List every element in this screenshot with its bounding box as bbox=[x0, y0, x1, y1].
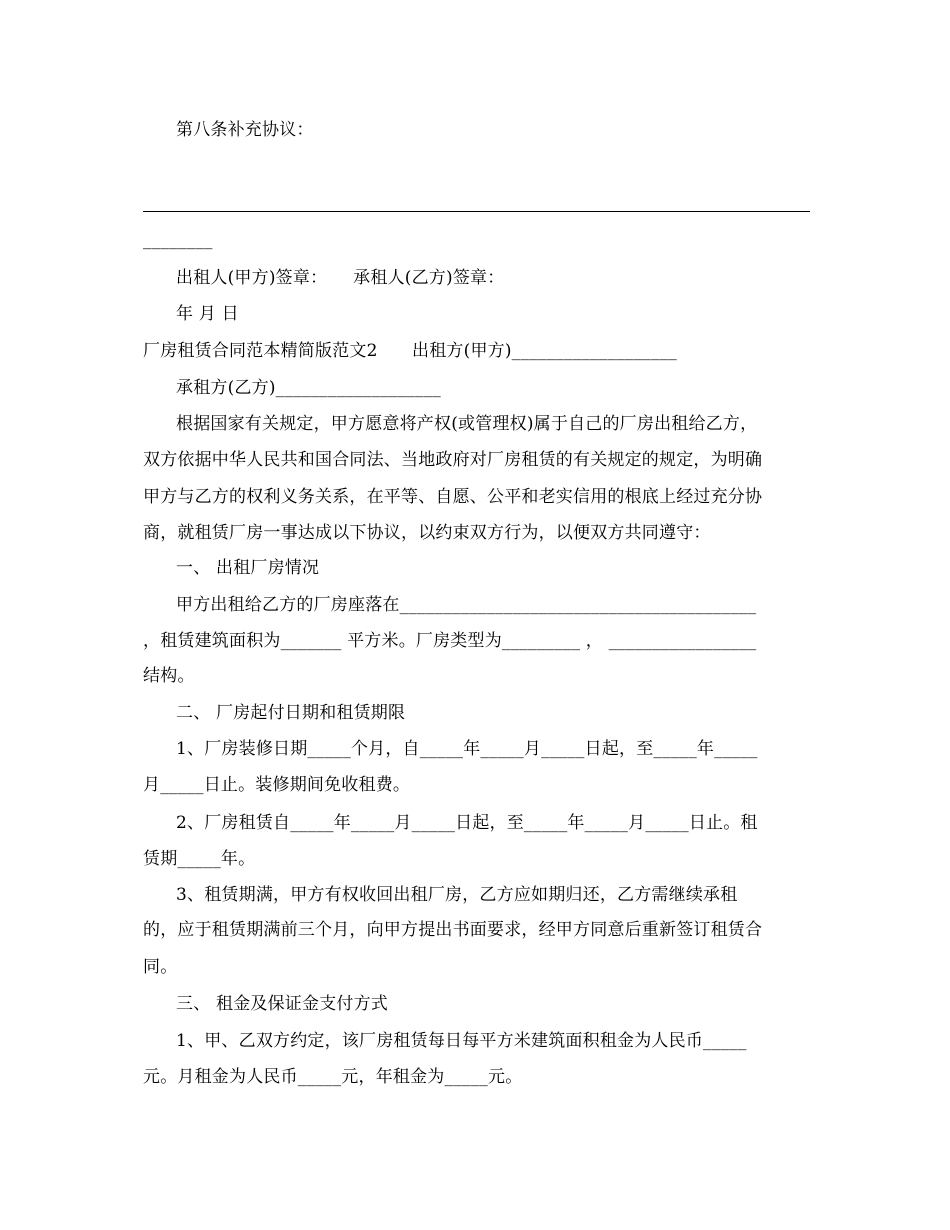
section2-item2-line: 2、厂房租赁自_____年_____月_____日起，至_____年_____月_____日止。租 bbox=[176, 813, 758, 833]
section3-item1-line: 元。月租金为人民币_____元，年租金为_____元。 bbox=[143, 1067, 523, 1087]
section2-heading: 二、 厂房起付日期和租赁期限 bbox=[176, 703, 406, 723]
section2-item2-line: 赁期_____年。 bbox=[143, 849, 256, 869]
section3-item1-line: 1、甲、乙双方约定，该厂房租赁每日每平方米建筑面积租金为人民币_____ bbox=[176, 1031, 747, 1051]
section1-line: ，租赁建筑面积为_______ 平方米。厂房类型为_________ ， _________________ bbox=[143, 631, 757, 651]
section2-item1-line: 月_____日止。装修期间免收租费。 bbox=[143, 775, 411, 795]
section2-item3-line: 同。 bbox=[143, 957, 178, 977]
section2-item3-line: 3、租赁期满，甲方有权收回出租厂房，乙方应如期归还，乙方需继续承租 bbox=[176, 885, 738, 905]
section1-line: 甲方出租给乙方的厂房座落在_________________________________________ bbox=[176, 595, 757, 615]
section3-heading: 三、 租金及保证金支付方式 bbox=[176, 994, 389, 1014]
blank-fill-tail: ________ bbox=[143, 230, 213, 250]
signature-date: 年 月 日 bbox=[176, 304, 239, 324]
signature-line: 出租人(甲方)签章： 承租人(乙方)签章： bbox=[176, 268, 505, 288]
preamble-line: 甲方与乙方的权利义务关系，在平等、自愿、公平和老实信用的根底上经过充分协 bbox=[143, 487, 763, 507]
section2-item1-line: 1、厂房装修日期_____个月，自_____年_____月_____日起，至_____年_____ bbox=[176, 739, 758, 759]
preamble-line: 根据国家有关规定，甲方愿意将产权(或管理权)属于自己的厂房出租给乙方， bbox=[176, 414, 758, 434]
blank-fill-line bbox=[143, 211, 810, 212]
section2-item3-line: 的，应于租赁期满前三个月，向甲方提出书面要求，经甲方同意后重新签订租赁合 bbox=[143, 920, 763, 940]
lessee-line: 承租方(乙方)___________________ bbox=[176, 378, 441, 398]
section1-line: 结构。 bbox=[143, 666, 195, 686]
article8-heading: 第八条补充协议： bbox=[176, 120, 314, 140]
contract-title-lessor: 厂房租赁合同范本精简版范文2 出租方(甲方)___________________ bbox=[143, 341, 677, 361]
preamble-line: 双方依据中华人民共和国合同法、当地政府对厂房租赁的有关规定的规定，为明确 bbox=[143, 450, 763, 470]
section1-heading: 一、 出租厂房情况 bbox=[176, 558, 320, 578]
preamble-line: 商，就租赁厂房一事达成以下协议，以约束双方行为，以便双方共同遵守： bbox=[143, 523, 711, 543]
